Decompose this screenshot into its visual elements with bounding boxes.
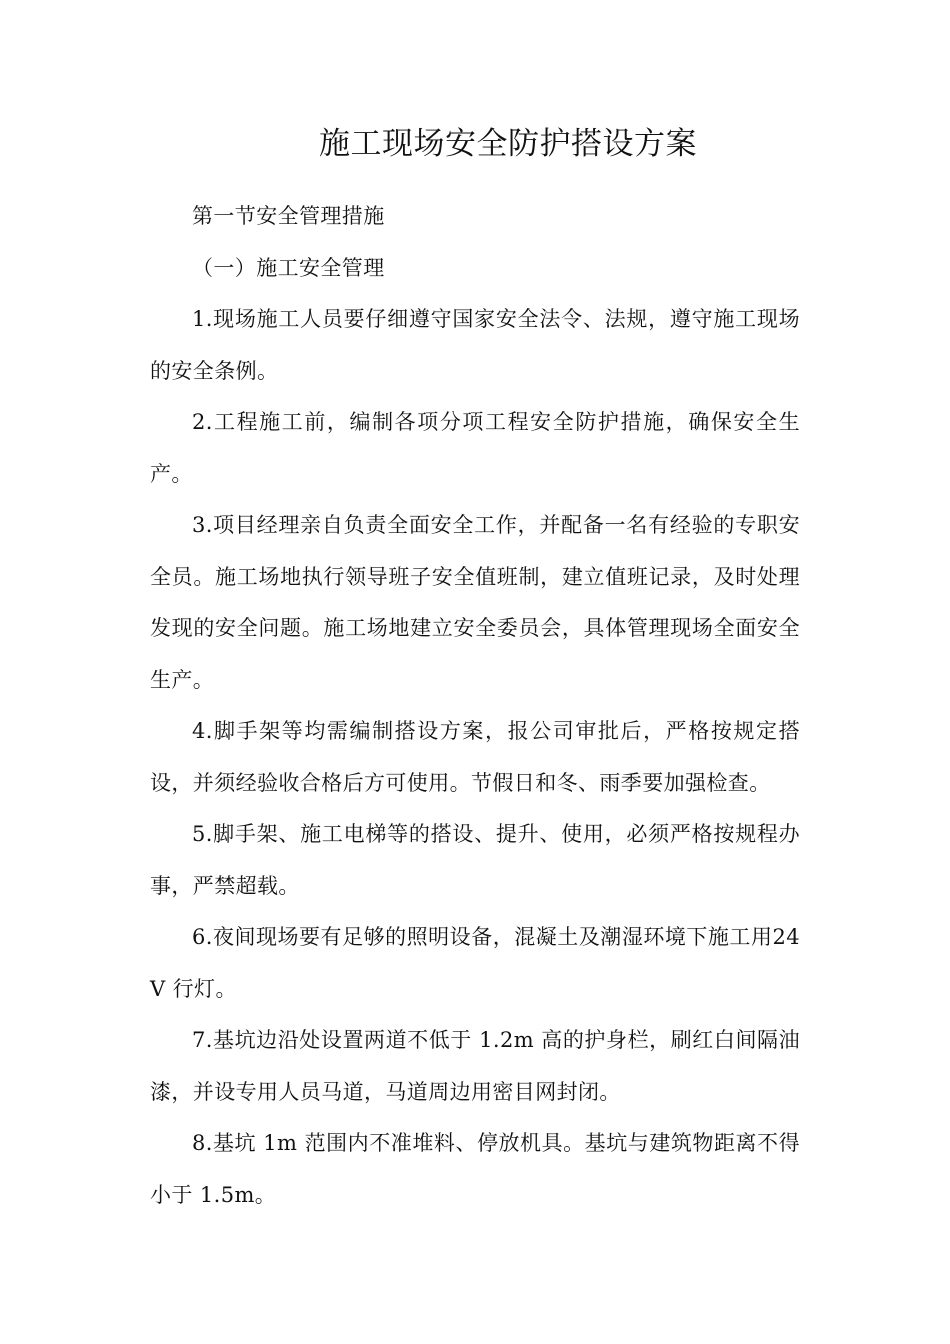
paragraph-2: 2.工程施工前，编制各项分项工程安全防护措施，确保安全生产。 xyxy=(150,410,800,486)
paragraph-8: 8.基坑 1m 范围内不准堆料、停放机具。基坑与建筑物距离不得小于 1.5m。 xyxy=(150,1131,800,1207)
document-title: 施工现场安全防护搭设方案 xyxy=(319,126,697,162)
paragraph-6: 6.夜间现场要有足够的照明设备，混凝土及潮湿环境下施工用24V 行灯。 xyxy=(150,925,800,1001)
section-heading: 第一节安全管理措施 xyxy=(192,204,385,228)
paragraph-3: 3.项目经理亲自负责全面安全工作，并配备一名有经验的专职安全员。施工场地执行领导班子安全值班制，建立值班记录，及时处理发现的安全问题。施工场地建立安全委员会，具体管理现场全面安全生产。 xyxy=(150,513,800,692)
paragraph-5: 5.脚手架、施工电梯等的搭设、提升、使用，必须严格按规程办事，严禁超载。 xyxy=(150,822,800,898)
subsection-heading: （一）施工安全管理 xyxy=(192,255,385,280)
document-body xyxy=(150,191,800,1221)
paragraph-4: 4.脚手架等均需编制搭设方案，报公司审批后，严格按规定搭设，并须经验收合格后方可使用。节假日和冬、雨季要加强检查。 xyxy=(150,719,800,795)
paragraph-1: 1.现场施工人员要仔细遵守国家安全法令、法规，遵守施工现场的安全条例。 xyxy=(150,307,800,383)
paragraph-7: 7.基坑边沿处设置两道不低于 1.2m 高的护身栏，刷红白间隔油漆，并设专用人员马道，马道周边用密目网封闭。 xyxy=(150,1028,800,1104)
